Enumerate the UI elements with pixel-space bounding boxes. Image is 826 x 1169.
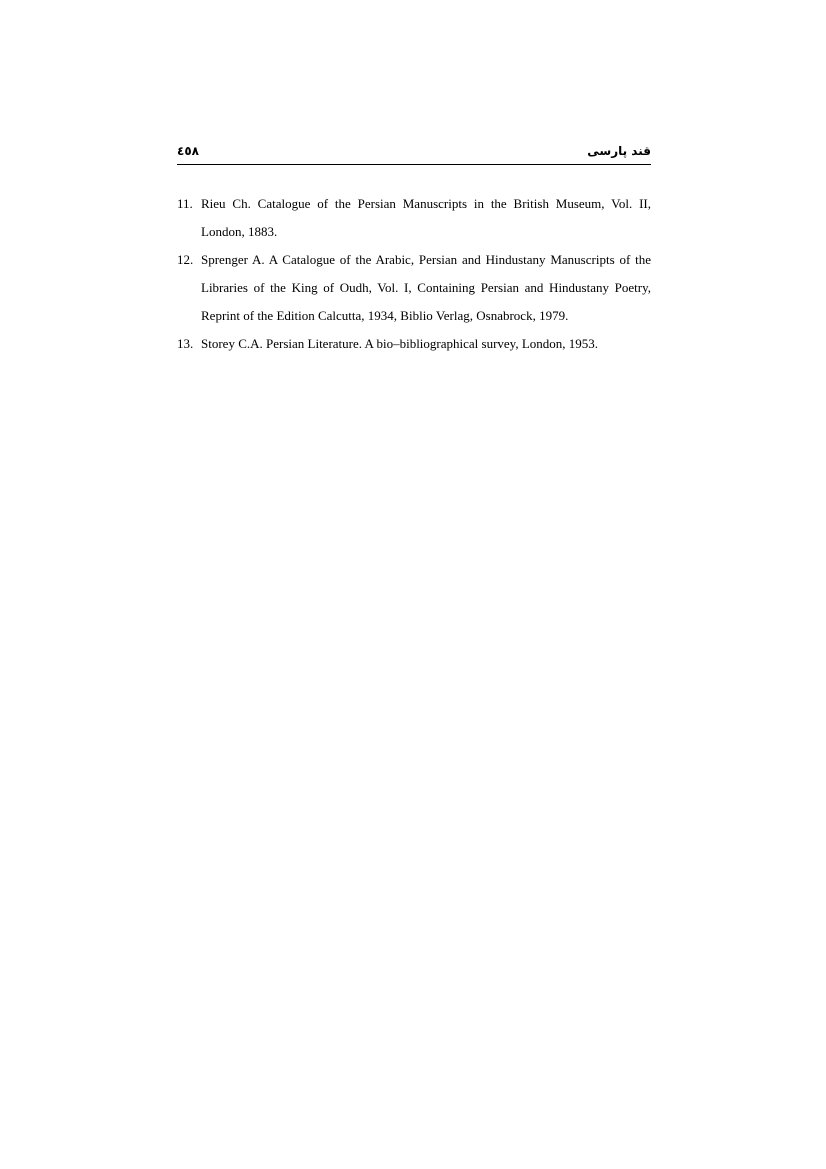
page-header: [177, 141, 651, 165]
reference-text: Rieu Ch. Catalogue of the Persian Manuscripts in the British Museum, Vol. II, London, 1883.: [201, 196, 651, 239]
reference-number: 13.: [177, 336, 194, 351]
page-number: ٤٥٨: [177, 144, 199, 158]
reference-list: [177, 190, 651, 358]
reference-text: Storey C.A. Persian Literature. A bio–bibliographical survey, London, 1953.: [201, 336, 599, 351]
reference-item-11: [177, 190, 651, 246]
reference-number: 12.: [177, 252, 194, 267]
reference-item-13: [177, 330, 651, 358]
reference-text: Sprenger A. A Catalogue of the Arabic, Persian and Hindustany Manuscripts of the Libraries of the King of Oudh, Vol. I, Containing Persian and Hindustany Poetry, Reprint of the Edition Calcutta, 1934, Biblio Verlag, Osnabrock, 1979.: [201, 252, 651, 323]
reference-item-12: [177, 246, 651, 330]
reference-number: 11.: [177, 196, 193, 211]
running-title: قند پارسی: [587, 144, 651, 158]
header-rule: [177, 164, 651, 165]
